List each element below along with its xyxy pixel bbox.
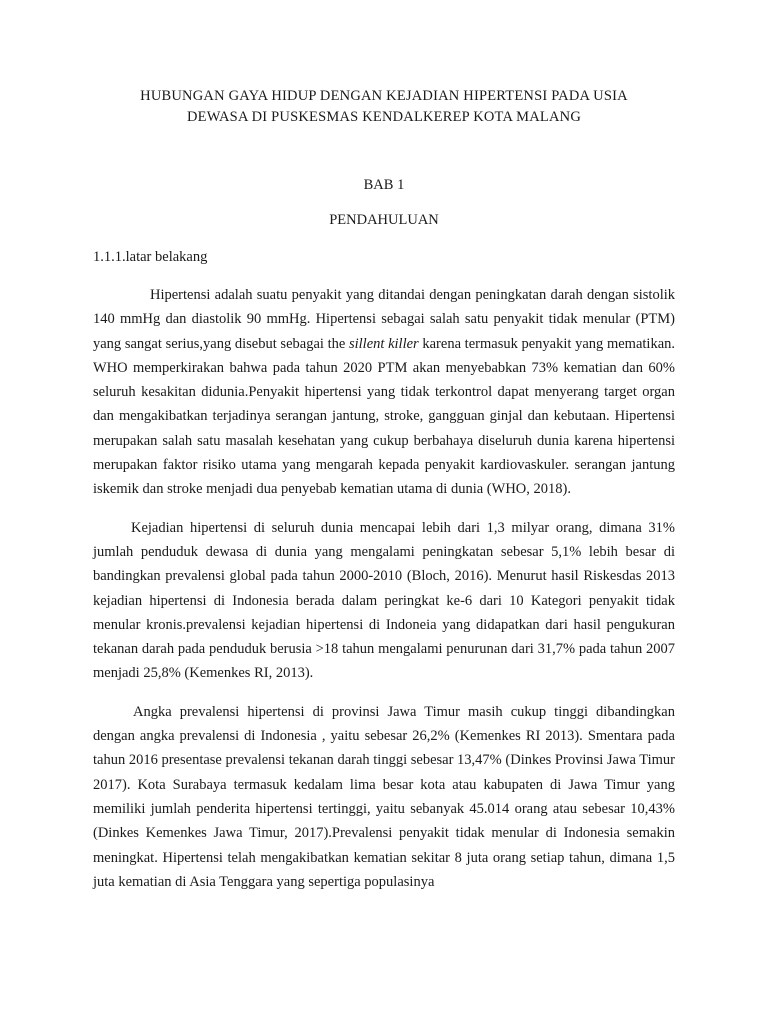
- document-title: [93, 86, 675, 128]
- paragraph-2: Kejadian hipertensi di seluruh dunia mencapai lebih dari 1,3 milyar orang, dimana 31% jumlah penduduk dewasa di dunia yang mengalami peningkatan sebesar 5,1% lebih besar di bandingkan prevalensi global pada tahun 2000-2010 (Bloch, 2016). Menurut hasil Riskesdas 2013 kejadian hipertensi di Indonesia berada dalam peringkat ke-6 dari 10 Kategori penyakit tidak menular kronis.prevalensi kejadian hipertensi di Indoneia yang didapatkan dari hasil pengukuran tekanan darah pada penduduk berusia >18 tahun mengalami penurunan dari 31,7% pada tahun 2007 menjadi 25,8% (Kemenkes RI, 2013).: [93, 519, 675, 682]
- paragraph-3: Angka prevalensi hipertensi di provinsi Jawa Timur masih cukup tinggi dibandingkan dengan angka prevalensi di Indonesia , yaitu sebesar 26,2% (Kemenkes RI 2013). Smentara pada tahun 2016 presentase prevalensi tekanan darah tinggi sebesar 13,47% (Dinkes Provinsi Jawa Timur 2017). Kota Surabaya termasuk kedalam lima besar kota atau kabupaten di Jawa Timur yang memiliki jumlah penderita hipertensi tertinggi, yaitu sebanyak 45.014 orang atau sebesar 10,43% (Dinkes Kemenkes Jawa Timur, 2017).Prevalensi penyakit tidak menular di Indonesia semakin meningkat. Hipertensi telah mengakibatkan kematian sekitar 8 juta orang setiap tahun, dimana 1,5 juta kematian di Asia Tenggara yang sepertiga populasinya: [93, 703, 675, 890]
- paragraph-1-italic-term: sillent killer: [348, 335, 419, 352]
- paragraph-1-text-a: Hipertensi adalah suatu penyakit yang ditandai dengan peningkatan darah dengan sistolik 140 mmHg dan diastolik 90 mmHg. Hipertensi sebagai salah satu penyakit tidak menular (PTM) yang sangat serius,yang disebut sebagai the: [93, 287, 675, 352]
- paragraph-1: [93, 283, 675, 502]
- chapter-number: BAB 1: [363, 177, 405, 193]
- chapter-title: PENDAHULUAN: [329, 212, 439, 228]
- title-line-1: HUBUNGAN GAYA HIDUP DENGAN KEJADIAN HIPERTENSI PADA USIA: [140, 88, 628, 104]
- title-line-2: DEWASA DI PUSKESMAS KENDALKEREP KOTA MALANG: [187, 109, 581, 125]
- section-heading: 1.1.1.latar belakang: [93, 249, 208, 265]
- paragraph-1-text-b: karena termasuk penyakit yang mematikan. WHO memperkirakan bahwa pada tahun 2020 PTM akan menyebabkan 73% kematian dan 60% seluruh kesakitan didunia.Penyakit hipertensi yang tidak terkontrol dapat menyerang target organ dan mengakibatkan terjadinya serangan jantung, stroke, gangguan ginjal dan kebutaan. Hipertensi merupakan salah satu masalah kesehatan yang cukup berbahaya diseluruh dunia karena hipertensi merupakan faktor risiko utama yang mengarah kepada penyakit kardiovaskuler. serangan jantung iskemik dan stroke menjadi dua penyebab kematian utama di dunia (WHO, 2018).: [93, 335, 676, 498]
